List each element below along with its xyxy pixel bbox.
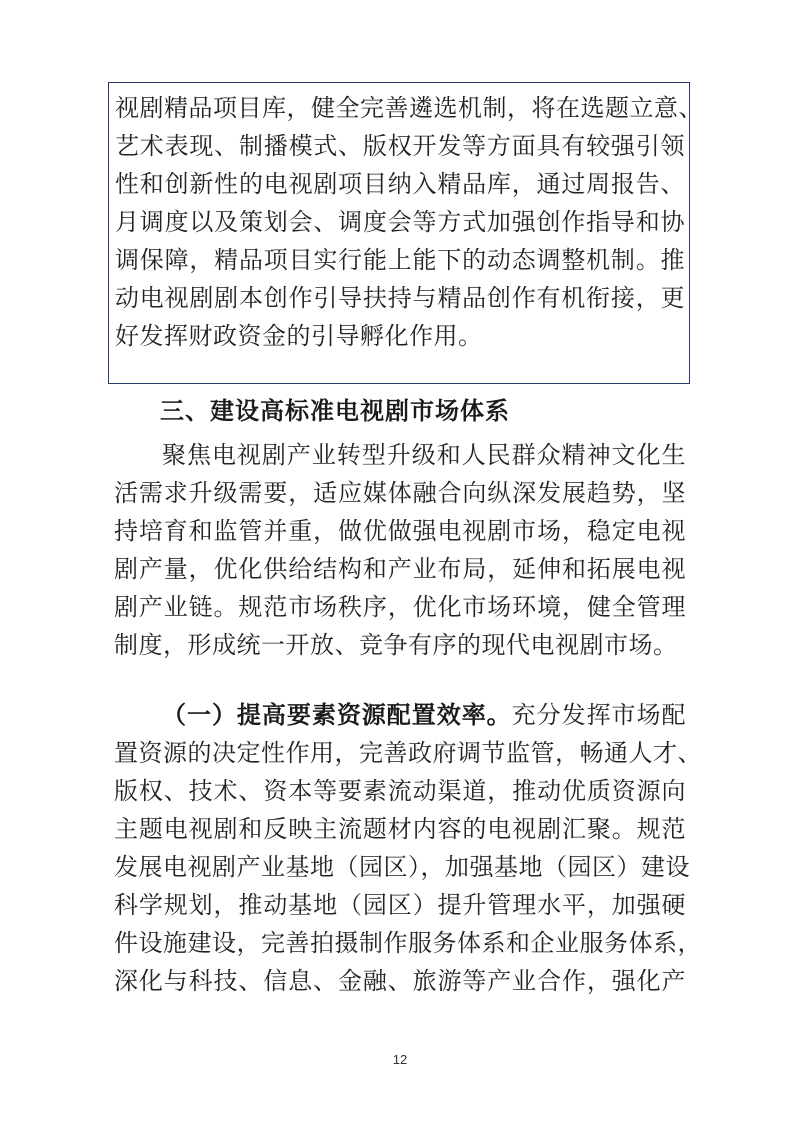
paragraph-2	[114, 696, 702, 1000]
paragraph-2-line-1	[114, 696, 686, 734]
paragraph-1-line-1: 聚焦电视剧产业转型升级和人民群众精神文化生	[162, 441, 686, 469]
paragraph-2-line-8: 深化与科技、信息、金融、旅游等产业合作，强化产	[114, 967, 686, 995]
section-heading: 三、建设高标准电视剧市场体系	[160, 397, 510, 425]
page-number: 12	[392, 1052, 408, 1067]
paragraph-2-line-3: 版权、技术、资本等要素流动渠道，推动优质资源向	[114, 777, 686, 805]
boxed-line-6: 动电视剧剧本创作引导扶持与精品创作有机衔接，更	[115, 284, 685, 312]
paragraph-1-line-6: 制度，形成统一开放、竞争有序的现代电视剧市场。	[114, 631, 678, 659]
paragraph-1-line-2: 活需求升级需要，适应媒体融合向纵深发展趋势，坚	[114, 479, 686, 507]
boxed-line-5: 调保障，精品项目实行能上能下的动态调整机制。推	[115, 246, 685, 274]
paragraph-2-line-5: 发展电视剧产业基地（园区），加强基地（园区）建设	[114, 853, 690, 881]
paragraph-1-line-5: 剧产业链。规范市场秩序，优化市场环境，健全管理	[114, 593, 686, 621]
paragraph-2-line-7: 件设施建设，完善拍摄制作服务体系和企业服务体系，	[114, 929, 702, 957]
boxed-line-1: 视剧精品项目库，健全完善遴选机制，将在选题立意、	[115, 94, 703, 122]
boxed-line-2: 艺术表现、制播模式、版权开发等方面具有较强引领	[115, 132, 685, 160]
paragraph-1	[114, 436, 686, 664]
paragraph-2-line-6: 科学规划，推动基地（园区）提升管理水平，加强硬	[114, 891, 686, 919]
paragraph-1-line-4: 剧产量，优化供给结构和产业布局，延伸和拓展电视	[114, 555, 686, 583]
boxed-text-section	[108, 82, 703, 384]
paragraph-1-line-3: 持培育和监管并重，做优做强电视剧市场，稳定电视	[114, 517, 686, 545]
paragraph-2-subheading: （一）提高要素资源配置效率。	[162, 701, 512, 729]
paragraph-2-line-2: 置资源的决定性作用，完善政府调节监管，畅通人才、	[114, 739, 702, 767]
boxed-line-4: 月调度以及策划会、调度会等方式加强创作指导和协	[115, 208, 685, 236]
paragraph-2-line-4: 主题电视剧和反映主流题材内容的电视剧汇聚。规范	[114, 815, 686, 843]
boxed-line-7: 好发挥财政资金的引导孵化作用。	[115, 322, 483, 350]
paragraph-2-first-line-text: 充分发挥市场配	[511, 701, 687, 729]
boxed-line-3: 性和创新性的电视剧项目纳入精品库，通过周报告、	[115, 170, 685, 198]
